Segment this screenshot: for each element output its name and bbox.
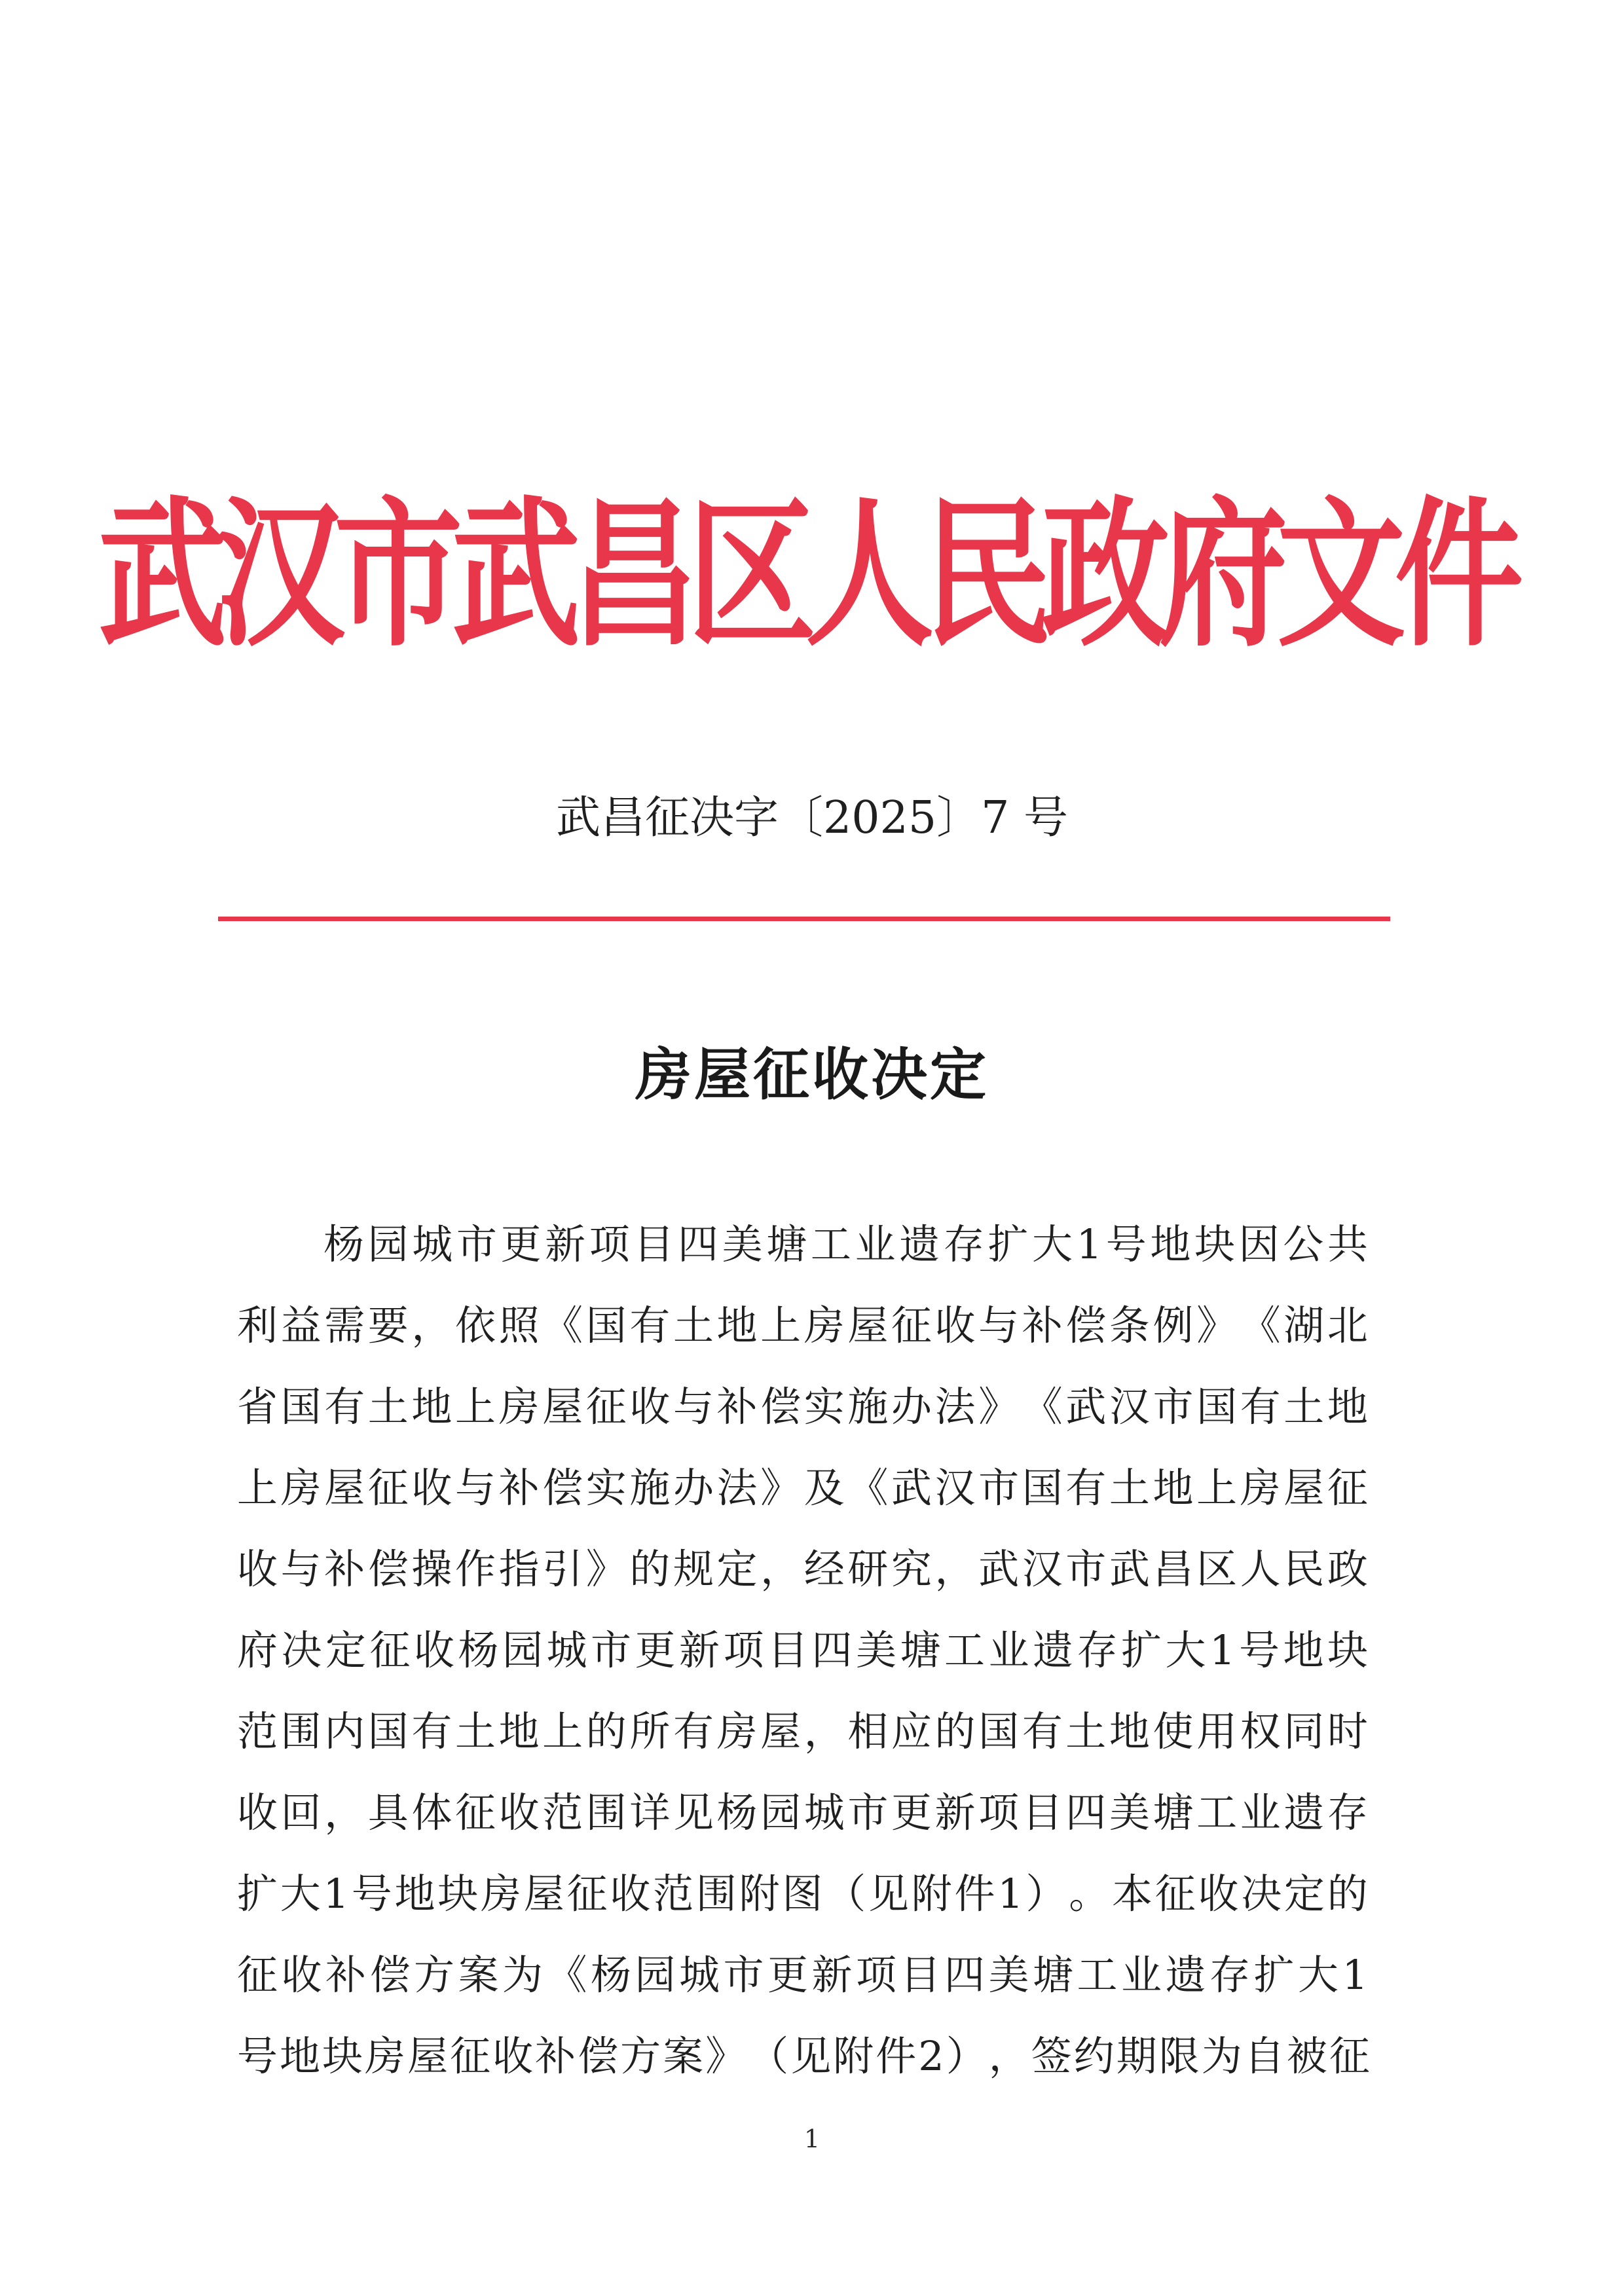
body-line: 收 与 补 偿 操 作 指 引 》 的 规 定 ， 经 研 究 ， 武 汉 市 武 昌 区 人 民 政 [237, 1545, 1370, 1593]
body-line: 利 益 需 要 ， 依 照 《 国 有 土 地 上 房 屋 征 收 与 补 偿 条 例 》 《 湖 北 [237, 1302, 1370, 1349]
document-masthead: 武汉市武昌区人民政府文件 [98, 483, 1513, 669]
body-line: 扩 大 1 号 地 块 房 屋 征 收 范 围 附 图 （ 见 附 件 1 ） 。 本 征 收 决 定 的 [237, 1870, 1370, 1918]
body-line: 征 收 补 偿 方 案 为 《 杨 园 城 市 更 新 项 目 四 美 塘 工 业 遗 存 扩 大 1 [237, 1951, 1370, 1999]
body-line: 号 地 块 房 屋 征 收 补 偿 方 案 》 （ 见 附 件 2 ） ， 签 约 期 限 为 自 被 征 [237, 2032, 1372, 2080]
body-line: 省 国 有 土 地 上 房 屋 征 收 与 补 偿 实 施 办 法 》 《 武 汉 市 国 有 土 地 [237, 1383, 1370, 1430]
body-line: 府 决 定 征 收 杨 园 城 市 更 新 项 目 四 美 塘 工 业 遗 存 扩 大 1 号 地 块 [237, 1626, 1370, 1674]
body-line: 收 回 ， 具 体 征 收 范 围 详 见 杨 园 城 市 更 新 项 目 四 美 塘 工 业 遗 存 [237, 1789, 1370, 1836]
document-title: 房屋征收决定 [635, 1042, 989, 1108]
page-number: 1 [803, 2124, 821, 2153]
body-line: 上 房 屋 征 收 与 补 偿 实 施 办 法 》 及 《 武 汉 市 国 有 土 地 上 房 屋 征 [237, 1464, 1370, 1512]
body-line: 杨 园 城 市 更 新 项 目 四 美 塘 工 业 遗 存 扩 大 1 号 地 块 因 公 共 [323, 1220, 1370, 1268]
red-separator-line [218, 917, 1390, 921]
document-number: 武昌征决字〔2025〕7 号 [556, 792, 1068, 844]
body-line: 范 围 内 国 有 土 地 上 的 所 有 房 屋 ， 相 应 的 国 有 土 地 使 用 权 同 时 [237, 1707, 1370, 1755]
